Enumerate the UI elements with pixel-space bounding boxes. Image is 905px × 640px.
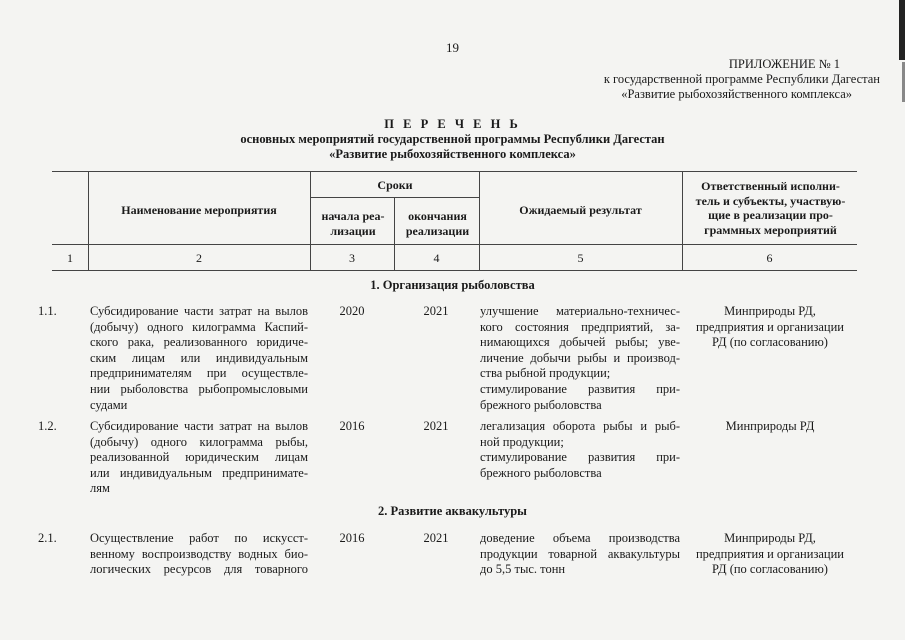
result-line: брежного рыболовства [480,465,602,480]
row-result [480,304,680,413]
name-line: нии рыболовства рыбопромысловыми [90,381,308,396]
col-number-1: 1 [67,251,73,265]
page-number: 19 [446,40,459,55]
responsible-line: РД (по согласованию) [712,335,828,350]
responsible-line: предприятия и организации [695,319,844,334]
result-line: доведение объема производства [480,531,680,545]
name-line: (добычу) одного килограмма рыбы, [90,434,308,449]
name-line: или индивидуальным предпринимате- [90,465,308,480]
appendix-line-2: к государственной программе Республики Дагестан [603,72,880,86]
result-line: улучшение материально-техничес- [480,304,680,318]
row-responsible [690,304,850,351]
row-end-year: 2021 [423,419,449,433]
responsible-line: РД (по согласованию) [712,562,828,577]
name-line: (добычу) одного килограмма Каспий- [90,319,308,334]
name-line: судами [90,397,128,412]
title-heading: П Е Р Е Ч Е Н Ь [384,117,521,131]
name-line: Субсидирование части затрат на вылов [90,419,308,433]
col-number-3: 3 [349,251,355,265]
responsible-line: Минприроды РД, [724,531,816,545]
result-line: легализация оборота рыбы и рыб- [480,419,680,433]
row-code: 1.2. [38,419,57,433]
header-start-line-1: начала реа- [321,209,385,223]
row-result [480,419,680,481]
row-result [480,531,680,578]
row-name [90,304,308,413]
row-name [90,531,308,578]
numbers-bottom-border [52,270,857,271]
result-line: брежного рыболовства [480,397,602,412]
row-end-year: 2021 [423,304,449,318]
row-code: 1.1. [38,304,57,318]
responsible-line: Минприроды РД, [724,304,816,318]
document-title [0,117,905,162]
col-number-4: 4 [433,251,440,265]
header-responsible-line-1: Ответственный исполни- [701,179,840,193]
title-program-name: «Развитие рыбохозяйственного комплекса» [329,147,576,161]
row-responsible [690,419,850,435]
result-line: продукции товарной аквакультуры [480,546,680,561]
header-result: Ожидаемый результат [519,203,642,217]
name-line: Субсидирование части затрат на вылов [90,304,308,318]
header-responsible-line-2: тель и субъекты, участвую- [695,193,846,208]
header-responsible [683,179,858,237]
header-end [395,209,480,238]
row-start-year: 2016 [339,419,365,433]
row-start-year: 2020 [339,304,365,318]
name-line: логических ресурсов для товарного [90,562,308,577]
col-number-6: 6 [766,251,773,265]
result-line: до 5,5 тыс. тонн [480,562,566,577]
header-name: Наименование мероприятия [121,203,277,217]
header-start [311,209,395,238]
appendix-line-3: «Развитие рыбохозяйственного комплекса» [621,87,852,101]
result-line: ной продукции; [480,434,564,449]
name-line: предпринимателям при осуществле- [90,366,308,381]
col-number-5: 5 [577,251,584,265]
row-start-year: 2016 [339,531,365,545]
name-line: реализованной юридическим лицам [90,450,308,465]
result-line: кого состояния предприятий, за- [480,319,680,334]
header-responsible-line-4: граммных мероприятий [704,222,837,237]
row-end-year: 2021 [423,531,449,545]
header-start-line-2: лизации [330,223,376,238]
header-terms: Сроки [377,178,413,192]
title-subheading: основных мероприятий государственной программы Республики Дагестан [240,132,665,146]
row-responsible [690,531,850,578]
result-line: личение добычи рыбы и производ- [480,350,680,365]
name-line: ским лицам или индивидуальным [90,350,308,365]
appendix-block [520,57,880,102]
col-number-2: 2 [196,251,202,265]
section-title: 1. Организация рыболовства [370,278,535,292]
responsible-line: Минприроды РД [725,419,815,433]
name-line: лям [90,481,110,496]
appendix-label: ПРИЛОЖЕНИЕ № 1 [728,57,840,71]
terms-divider [310,197,480,198]
header-end-line-2: реализации [405,223,470,238]
result-line: ства рыбной продукции; [480,366,611,381]
responsible-line: предприятия и организации [695,546,844,561]
name-line: венному воспроизводству водных био- [90,546,308,561]
header-end-line-1: окончания [408,209,467,223]
result-line: нимающихся добычей рыбы; уве- [480,335,680,350]
row-code: 2.1. [38,531,57,545]
name-line: ского рака, реализованного юридиче- [90,335,308,350]
header-bottom-border [52,244,857,245]
header-responsible-line-3: щие в реализации про- [708,208,833,222]
row-name [90,419,308,497]
result-line: стимулирование развития при- [480,450,680,465]
section-title: 2. Развитие аквакультуры [378,504,527,518]
table-top-border [52,171,857,172]
result-line: стимулирование развития при- [480,381,680,396]
name-line: Осуществление работ по искусст- [90,531,308,545]
